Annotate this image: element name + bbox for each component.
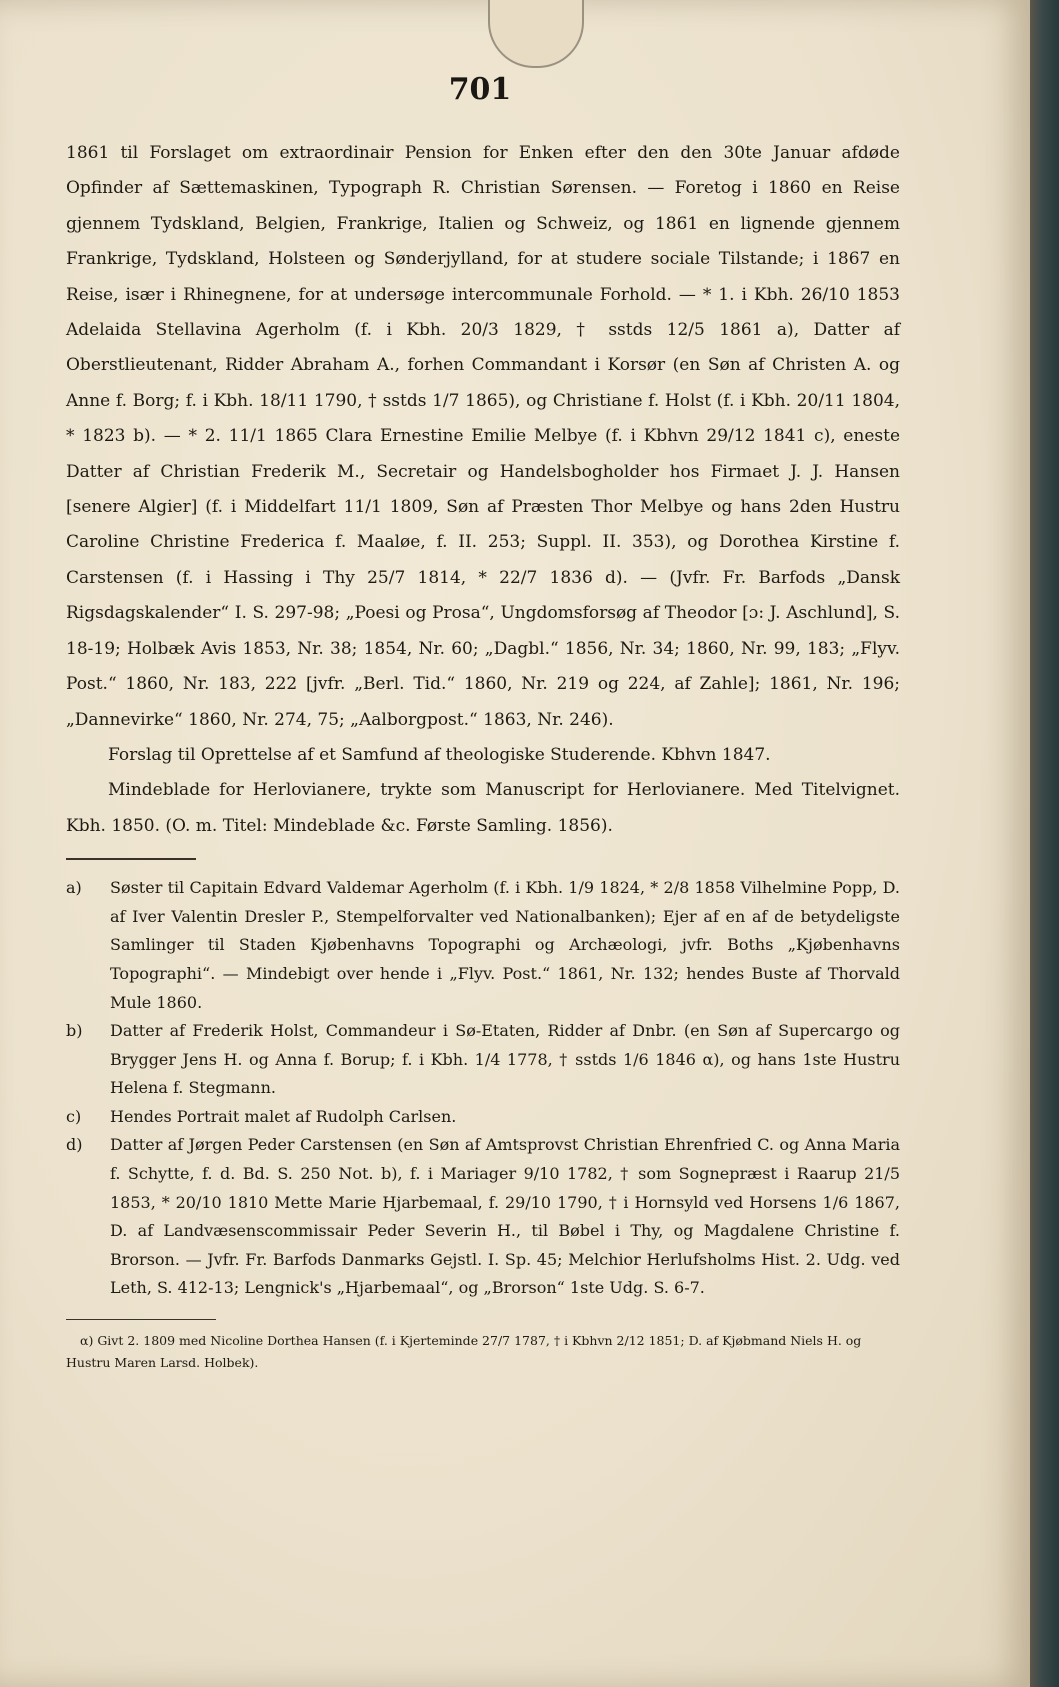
page-body: [66, 136, 900, 1374]
footnote-divider: [66, 1319, 216, 1320]
main-paragraph-1: 1861 til Forslaget om extraordinair Pension for Enken efter den den 30te Januar afdøde Opfinder af Sættemaskinen, Typograph R. Christian Sørensen. — Foretog i 1860 en Reise gjennem Tydskland, Belgien, Frankrige, Italien og Schweiz, og 1861 en lignende gjennem Frankrige, Tydskland, Holsteen og Sønderjylland, for at studere sociale Tilstande; i 1867 en Reise, især i Rhinegnene, for at undersøge intercommunale Forhold. — * 1. i Kbh. 26/10 1853 Adelaida Stellavina Agerholm (f. i Kbh. 20/3 1829, † sstds 12/5 1861 a), Datter af Oberstlieutenant, Ridder Abraham A., forhen Commandant i Korsør (en Søn af Christen A. og Anne f. Borg; f. i Kbh. 18/11 1790, † sstds 1/7 1865), og Christiane f. Holst (f. i Kbh. 20/11 1804, * 1823 b). — * 2. 11/1 1865 Clara Ernestine Emilie Melbye (f. i Kbhvn 29/12 1841 c), eneste Datter af Christian Frederik M., Secretair og Handelsbogholder hos Firmaet J. J. Hansen [senere Algier] (f. i Middelfart 11/1 1809, Søn af Præsten Thor Melbye og hans 2den Hustru Caroline Christine Frederica f. Maaløe, f. II. 253; Suppl. II. 353), og Dorothea Kirstine f. Carstensen (f. i Hassing i Thy 25/7 1814, * 22/7 1836 d). — (Jvfr. Fr. Barfods „Dansk Rigsdagskalender“ I. S. 297-98; „Poesi og Prosa“, Ungdomsforsøg af Theodor [ɔ: J. Aschlund], S. 18-19; Holbæk Avis 1853, Nr. 38; 1854, Nr. 60; „Dagbl.“ 1856, Nr. 34; 1860, Nr. 99, 183; „Flyv. Post.“ 1860, Nr. 183, 222 [jvfr. „Berl. Tid.“ 1860, Nr. 219 og 224, af Zahle]; 1861, Nr. 196; „Dannevirke“ 1860, Nr. 274, 75; „Aalborgpost.“ 1863, Nr. 246).: [66, 143, 900, 730]
note-text: Datter af Frederik Holst, Commandeur i Sø-Etaten, Ridder af Dnbr. (en Søn af Supercargo og Brygger Jens H. og Anna f. Borup; f. i Kbh. 1/4 1778, † sstds 1/6 1846 α), og hans 1ste Hustru Helena f. Stegmann.: [110, 1021, 900, 1098]
note-b: [66, 1017, 900, 1103]
footnote-body: Givt 2. 1809 med Nicoline Dorthea Hansen (f. i Kjerteminde 27/7 1787, † i Kbhvn 2/12 1851; D. af Kjøbmand Niels H. og Hustru Maren Larsd. Holbek).: [66, 1333, 862, 1371]
note-label: b): [66, 1021, 83, 1041]
note-label: a): [66, 878, 82, 898]
main-text: [66, 136, 900, 844]
main-paragraph-2: Forslag til Oprettelse af et Samfund af theologiske Studerende. Kbhvn 1847.: [108, 744, 771, 765]
page-number: 701: [448, 72, 512, 107]
book-edge: [1030, 0, 1059, 1687]
note-label: d): [66, 1135, 83, 1155]
binding-notch: [488, 0, 584, 68]
footnote-text: [66, 1330, 900, 1374]
endnotes: [66, 874, 900, 1303]
main-paragraph-3: Mindeblade for Herlovianere, trykte som Manuscript for Herlovianere. Med Titelvignet. Kbh. 1850. (O. m. Titel: Mindeblade &c. Første Samling. 1856).: [66, 780, 900, 836]
note-c: [66, 1103, 900, 1132]
note-d: [66, 1131, 900, 1303]
note-text: Hendes Portrait malet af Rudolph Carlsen.: [110, 1106, 457, 1126]
footnote-label: α): [80, 1333, 94, 1349]
note-label: c): [66, 1106, 82, 1126]
note-a: [66, 874, 900, 1017]
note-text: Søster til Capitain Edvard Valdemar Agerholm (f. i Kbh. 1/9 1824, * 2/8 1858 Vilhelmine Popp, D. af Iver Valentin Dresler P., Stempelforvalter ved Nationalbanken); Ejer af en af de betydeligste Samlinger til Staden Kjøbenhavns Topographi og Archæologi, jvfr. Boths „Kjøbenhavns Topographi“. — Mindebigt over hende i „Flyv. Post.“ 1861, Nr. 132; hendes Buste af Thorvald Mule 1860.: [110, 878, 900, 1012]
note-text: Datter af Jørgen Peder Carstensen (en Søn af Amtsprovst Christian Ehrenfried C. og Anna Maria f. Schytte, f. d. Bd. S. 250 Not. b), f. i Mariager 9/10 1782, † som Sognepræst i Raarup 21/5 1853, * 20/10 1810 Mette Marie Hjarbemaal, f. 29/10 1790, † i Hornsyld ved Horsens 1/6 1867, D. af Landvæsenscommissair Peder Severin H., til Bøbel i Thy, og Magdalene Christine f. Brorson. — Jvfr. Fr. Barfods Danmarks Gejstl. I. Sp. 45; Melchior Herlufsholms Hist. 2. Udg. ved Leth, S. 412-13; Lengnick's „Hjarbemaal“, og „Brorson“ 1ste Udg. S. 6-7.: [110, 1135, 900, 1298]
notes-divider: [66, 858, 196, 860]
footnote: [66, 1330, 900, 1374]
